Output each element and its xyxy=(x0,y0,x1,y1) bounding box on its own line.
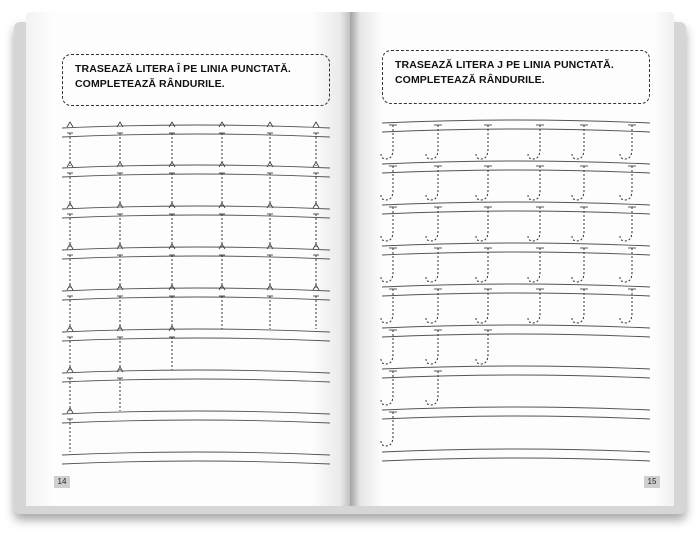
dotted-letter-j xyxy=(381,330,393,364)
dotted-letter-j xyxy=(381,412,393,446)
dotted-letter-j xyxy=(620,166,632,200)
dotted-letter-j xyxy=(476,330,488,364)
dotted-letter-j xyxy=(620,207,632,241)
writing-guide-line xyxy=(62,338,330,341)
right-instruction-line1: TRASEAZĂ LITERA J PE LINIA PUNCTATĂ. xyxy=(395,59,614,71)
dotted-letter-j xyxy=(381,248,393,282)
circumflex-mark xyxy=(67,122,73,127)
dotted-letter-j xyxy=(528,125,540,159)
writing-guide-line xyxy=(382,243,650,246)
writing-guide-line xyxy=(382,334,650,337)
writing-guide-line xyxy=(62,134,330,137)
dotted-letter-j xyxy=(381,289,393,323)
dotted-letter-j xyxy=(381,207,393,241)
dotted-letter-j xyxy=(476,248,488,282)
writing-guide-line xyxy=(382,202,650,205)
writing-guide-line xyxy=(382,284,650,287)
writing-guide-line xyxy=(382,293,650,296)
left-instruction-box xyxy=(62,54,330,106)
writing-guide-line xyxy=(382,449,650,452)
writing-guide-line xyxy=(382,120,650,123)
writing-guide-line xyxy=(382,170,650,173)
writing-guide-line xyxy=(62,420,330,423)
writing-guide-line xyxy=(62,174,330,177)
dotted-letter-j xyxy=(476,207,488,241)
circumflex-mark xyxy=(67,162,73,167)
writing-guide-line xyxy=(382,416,650,419)
dotted-letter-j xyxy=(381,166,393,200)
writing-guide-line xyxy=(62,247,330,250)
dotted-letter-j xyxy=(620,125,632,159)
left-instruction-line1: TRASEAZĂ LITERA Î PE LINIA PUNCTATĂ. xyxy=(75,63,291,75)
writing-guide-line xyxy=(62,165,330,168)
circumflex-mark xyxy=(169,162,175,167)
right-instruction-line2: COMPLETEAZĂ RÂNDURILE. xyxy=(395,74,545,86)
dotted-letter-j xyxy=(528,289,540,323)
right-instruction-box xyxy=(382,50,650,104)
writing-guide-line xyxy=(62,379,330,382)
writing-guide-line xyxy=(62,125,330,128)
writing-guide-line xyxy=(382,366,650,369)
writing-guide-line xyxy=(382,211,650,214)
writing-guide-line xyxy=(382,375,650,378)
dotted-letter-j xyxy=(528,248,540,282)
writing-guide-line xyxy=(382,458,650,461)
circumflex-mark xyxy=(313,162,319,167)
writing-guide-line xyxy=(382,161,650,164)
writing-guide-line xyxy=(382,252,650,255)
dotted-letter-j xyxy=(528,207,540,241)
circumflex-mark xyxy=(169,122,175,127)
dotted-letter-j xyxy=(476,166,488,200)
writing-guide-line xyxy=(382,129,650,132)
writing-guide-line xyxy=(62,411,330,414)
dotted-letter-j xyxy=(381,371,393,405)
dotted-letter-j xyxy=(476,125,488,159)
circumflex-mark xyxy=(219,162,225,167)
left-page-number: 14 xyxy=(54,476,70,488)
writing-guide-line xyxy=(62,206,330,209)
writing-guide-line xyxy=(382,325,650,328)
dotted-letter-j xyxy=(620,248,632,282)
circumflex-mark xyxy=(219,122,225,127)
writing-guide-line xyxy=(62,370,330,373)
writing-guide-line xyxy=(62,215,330,218)
left-instruction-line2: COMPLETEAZĂ RÂNDURILE. xyxy=(75,78,225,90)
writing-guide-line xyxy=(62,297,330,300)
writing-guide-line xyxy=(62,461,330,464)
right-page-number: 15 xyxy=(644,476,660,488)
dotted-letter-j xyxy=(620,289,632,323)
dotted-letter-j xyxy=(528,166,540,200)
writing-guide-line xyxy=(382,407,650,410)
writing-guide-line xyxy=(62,452,330,455)
writing-guide-line xyxy=(62,329,330,332)
writing-guide-line xyxy=(62,288,330,291)
circumflex-mark xyxy=(313,122,319,127)
writing-guide-line xyxy=(62,256,330,259)
dotted-letter-j xyxy=(476,289,488,323)
dotted-letter-j xyxy=(381,125,393,159)
